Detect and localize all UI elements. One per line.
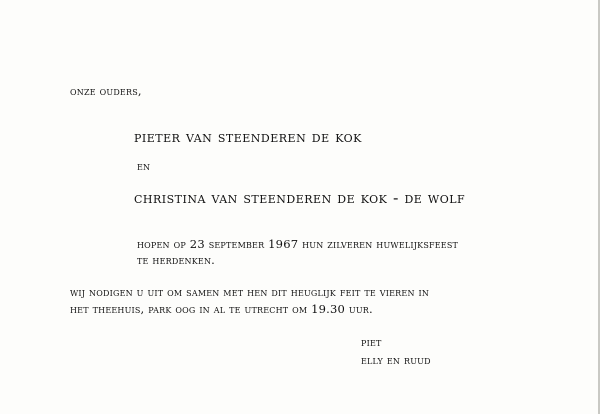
husband-name: pieter van steenderen de kok [134,127,362,146]
announcement-line-2: te herdenken. [137,253,215,267]
announcement-line-1: hopen op 23 september 1967 hun zilveren huwelijksfeest [137,237,459,251]
signature-line-2: elly en ruud [361,353,431,367]
invitation-line-1: wij nodigen u uit om samen met hen dit heuglijk feit te vieren in [70,285,430,299]
invitation-line-2: het theehuis, park oog in al te utrecht om 19.30 uur. [70,302,373,316]
wife-name: christina van steenderen de kok - de wolf [134,188,466,207]
conjunction: en [137,159,151,173]
greeting: onze ouders, [70,84,142,98]
signature-line-1: piet [361,335,382,349]
